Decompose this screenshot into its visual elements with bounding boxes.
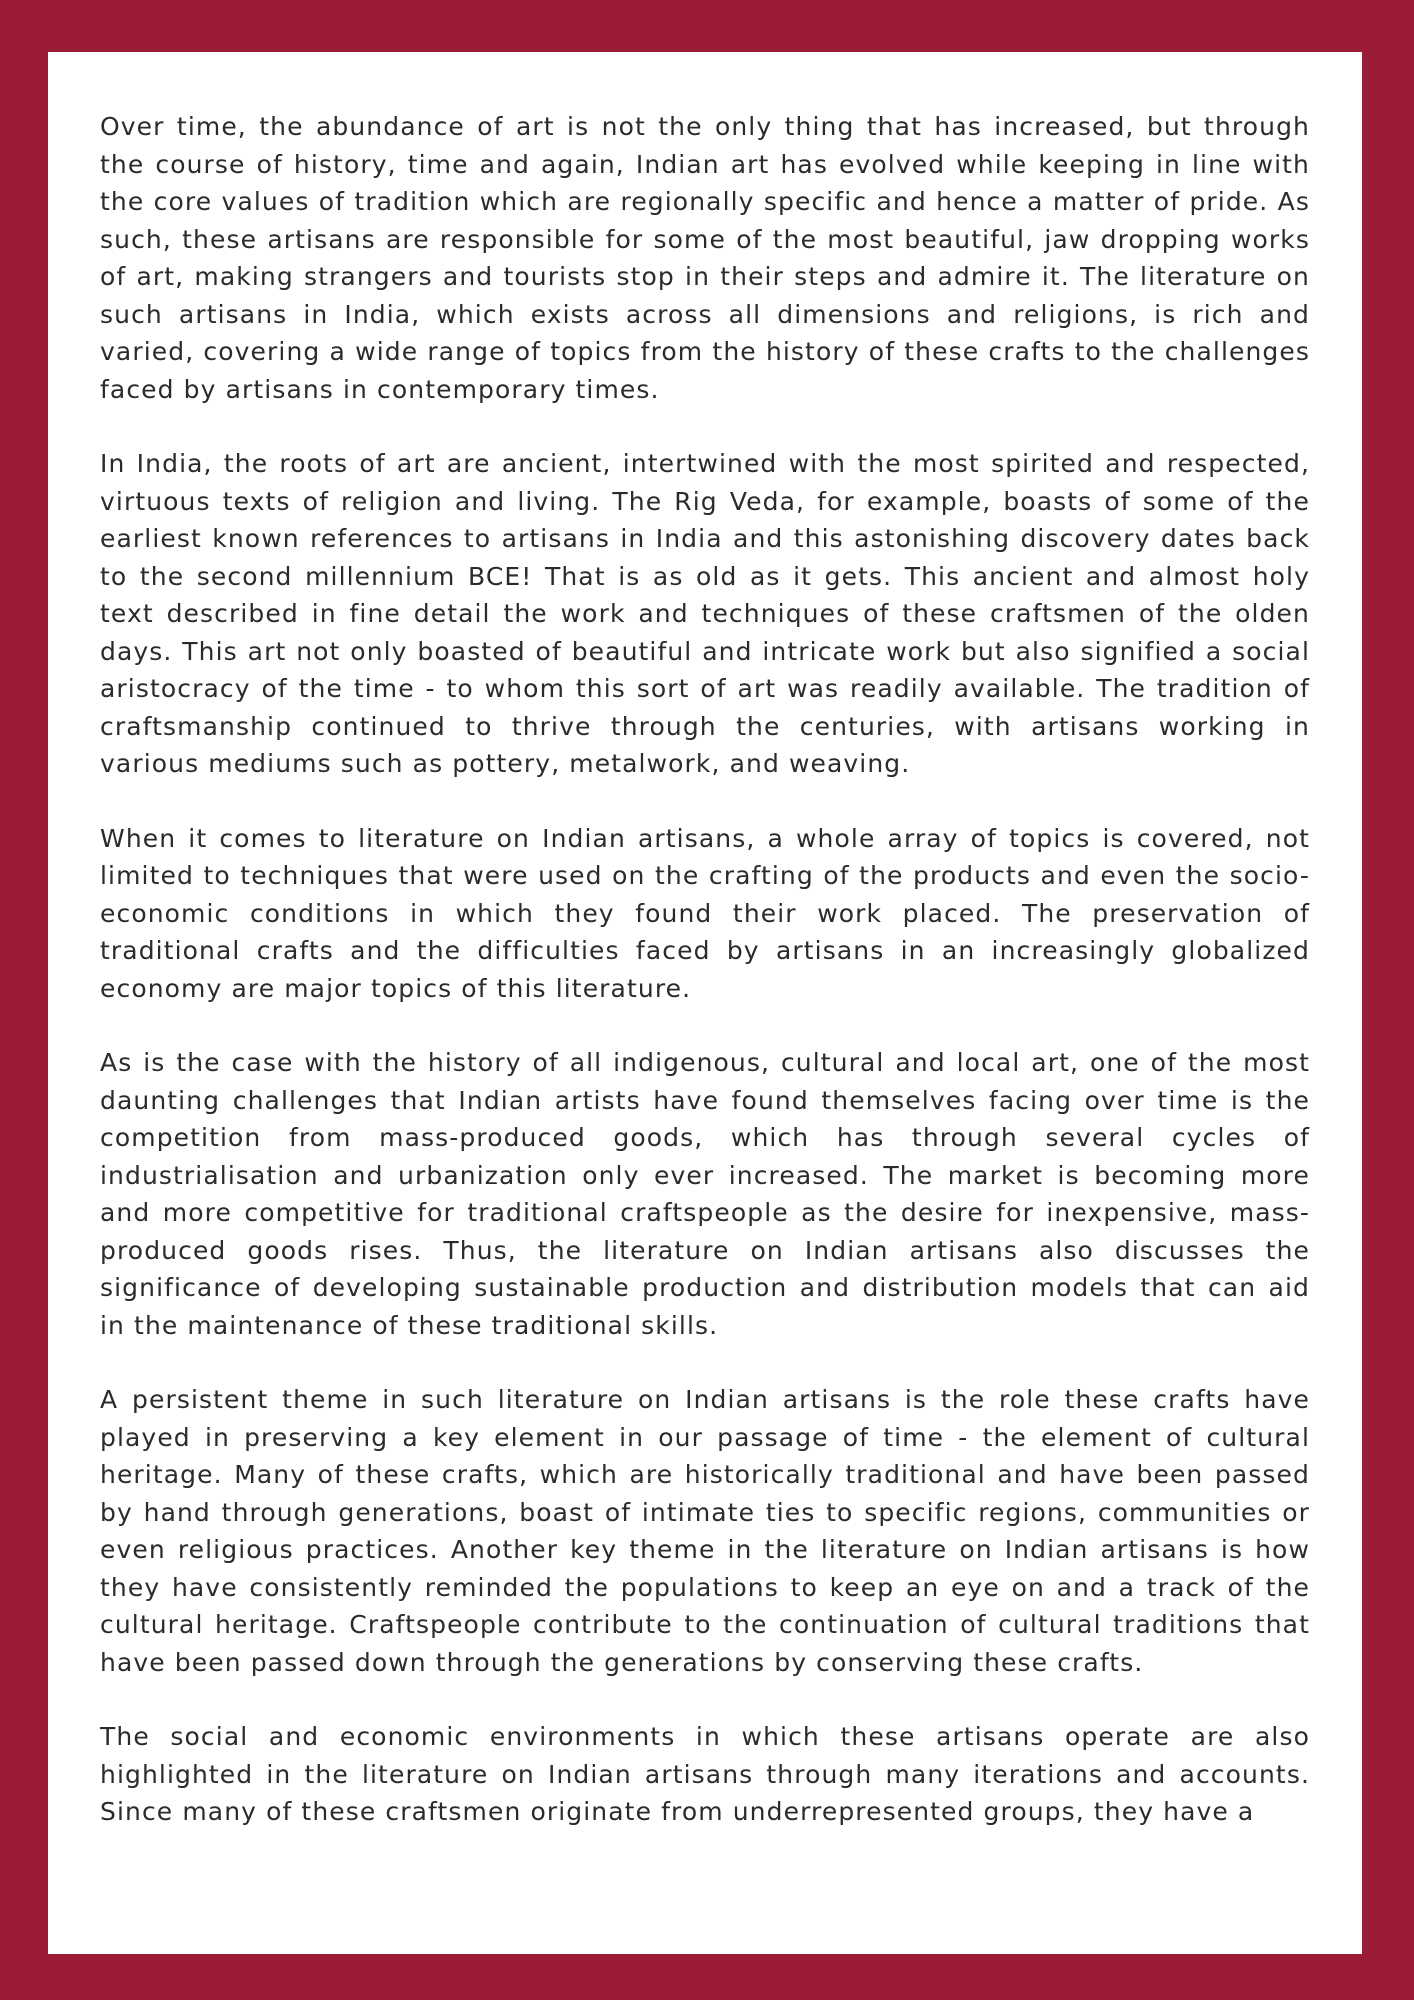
- paragraph-literature-topics: When it comes to literature on Indian artisans, a whole array of topics is covered, not limited to techniques that were used on the crafting of the products and even the socio-economic conditions in which they found their work placed. The preservation of traditional crafts and the difficulties faced by artisans in an increasingly globalized economy are major topics of this literature.: [100, 823, 1310, 1003]
- paragraph-ancient-roots: In India, the roots of art are ancient, intertwined with the most spirited and respected, virtuous texts of religion and living. The Rig Veda, for example, boasts of some of the earliest known references to artisans in India and this astonishing discovery dates back to the second millennium BCE! That is as old as it gets. This ancient and almost holy text described in fine detail the work and techniques of these craftsmen of the olden days. This art not only boasted of beautiful and intricate work but also signified a social aristocracy of the time - to whom this sort of art was readily available. The tradition of craftsmanship continued to thrive through the centuries, with artisans working in various mediums such as pottery, metalwork, and weaving.: [100, 449, 1310, 778]
- paragraph-mass-production: As is the case with the history of all indigenous, cultural and local art, one of the most daunting challenges that Indian artists have found themselves facing over time is the competition from mass-produced goods, which has through several cycles of industrialisation and urbanization only ever increased. The market is becoming more and more competitive for traditional craftspeople as the desire for inexpensive, mass-produced goods rises. Thus, the literature on Indian artisans also discusses the significance of developing sustainable production and distribution models that can aid in the maintenance of these traditional skills.: [100, 1048, 1310, 1340]
- paragraph-cultural-heritage: A persistent theme in such literature on Indian artisans is the role these crafts have played in preserving a key element in our passage of time - the element of cultural heritage. Many of these crafts, which are historically traditional and have been passed by hand through generations, boast of intimate ties to specific regions, communities or even religious practices. Another key theme in the literature on Indian artisans is how they have consistently reminded the populations to keep an eye on and a track of the cultural heritage. Craftspeople contribute to the continuation of cultural traditions that have been passed down through the generations by conserving these crafts.: [100, 1385, 1310, 1677]
- paragraph-history-of-art: Over time, the abundance of art is not the only thing that has increased, but through the course of history, time and again, Indian art has evolved while keeping in line with the core values of tradition which are regionally specific and hence a matter of pride. As such, these artisans are responsible for some of the most beautiful, jaw dropping works of art, making strangers and tourists stop in their steps and admire it. The literature on such artisans in India, which exists across all dimensions and religions, is rich and varied, covering a wide range of topics from the history of these crafts to the challenges faced by artisans in contemporary times.: [100, 112, 1310, 404]
- paragraph-social-economic: The social and economic environments in which these artisans operate are also highlighted in the literature on Indian artisans through many iterations and accounts. Since many of these craftsmen originate from underrepresented groups, they have a: [100, 1722, 1310, 1826]
- page-content: [48, 52, 1362, 1954]
